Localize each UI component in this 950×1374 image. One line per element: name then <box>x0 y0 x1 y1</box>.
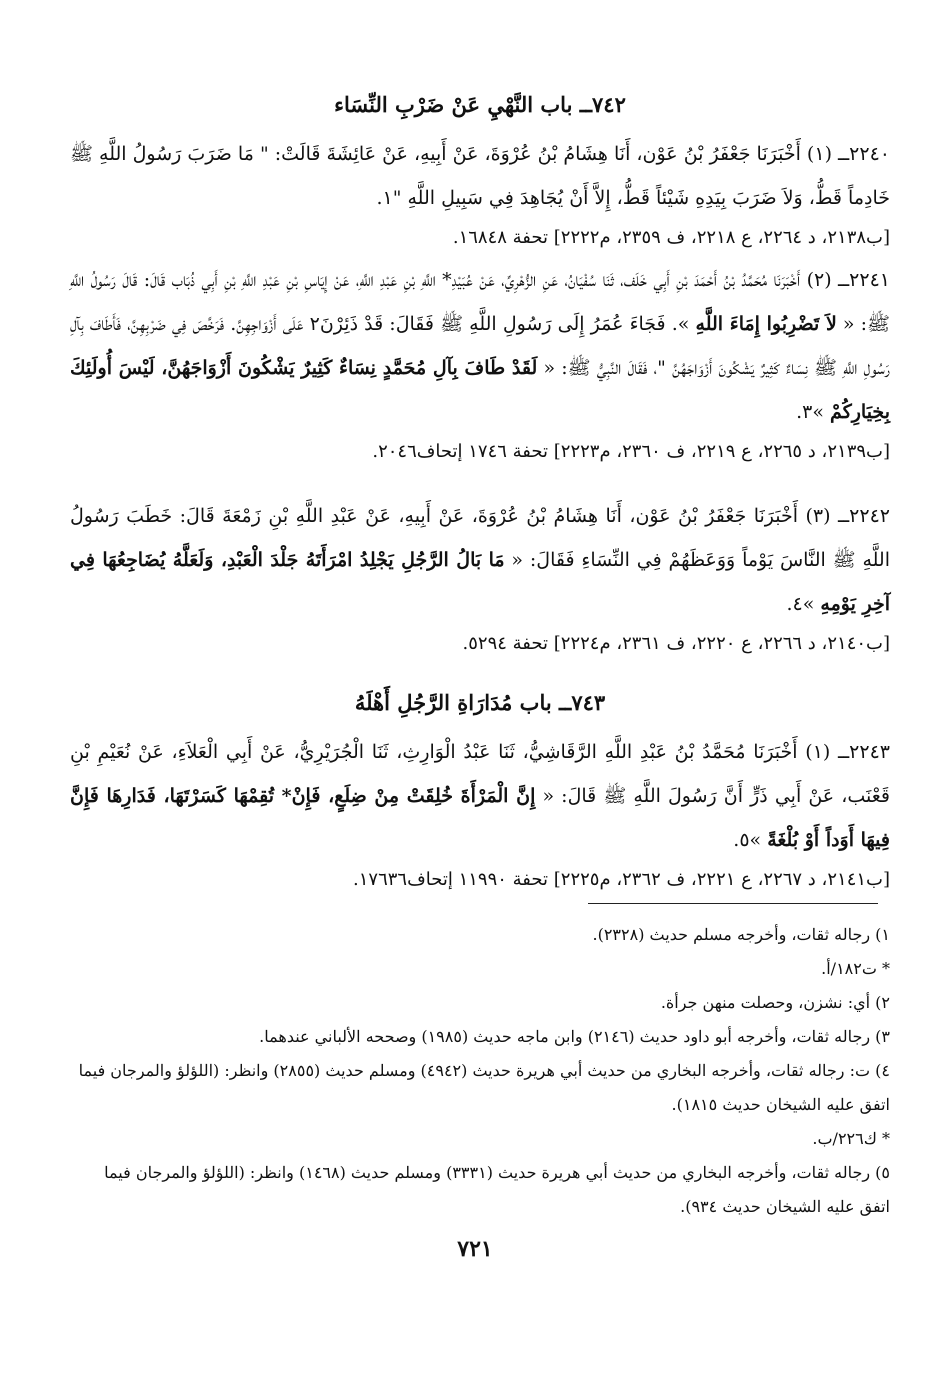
hadith-2243-matn: إِنَّ الْمَرْأَةَ خُلِقَتْ مِنْ ضِلَعٍ، فَإِنْ* تُقِمْهَا كَسَرْتَهَا، فَدَارِهَا فَإِنَّ فِيهَا أَوَداً أَوْ بُلْغَةً <box>70 785 890 851</box>
chapter-743-title: ٧٤٣ــ باب مُدَارَاةِ الرَّجُلِ أَهْلَهُ <box>354 690 606 715</box>
hadith-2240-reference: [ب٢١٣٨، د ٢٢٦٤، ع ٢٢١٨، ف ٢٣٥٩، م٢٢٢٢] تحفة ١٦٨٤٨. <box>452 227 890 248</box>
footnotes <box>70 918 890 1224</box>
hadith-2240 <box>70 132 890 256</box>
footnote-2: ٢) أي: نشزن، وحصلت منهن جرأة. <box>660 993 890 1012</box>
chapter-742-title: ٧٤٢ــ باب النَّهْيِ عَنْ ضَرْبِ النِّسَاء <box>334 92 626 117</box>
hadith-2243 <box>70 730 890 898</box>
hadith-2241-reference: [ب٢١٣٩، د ٢٢٦٥، ع ٢٢١٩، ف ٢٣٦٠، م٢٢٢٣] تحفة ١٧٤٦ إتحاف٢٠٤٦. <box>372 441 890 462</box>
hadith-2243-text-a: ٢٢٤٣ــ (١) أَخْبَرَنَا مُحَمَّدُ بْنُ عَبْدِ اللَّهِ الرَّقَاشِيُّ، ثَنَا عَبْدُ الْوَارِثِ، ثَنَا الْجُرَيْرِيُّ، عَنْ أَبِي الْعَلاَءِ، عَنْ نُعَيْمِ بْنِ قَعْنَب، عَنْ أَبِي ذَرٍّ أَنَّ رَسُولَ اللَّهِ ﷺ قَالَ: « <box>70 741 890 807</box>
hadith-2240-text: ٢٢٤٠ــ (١) أَخْبَرَنَا جَعْفَرُ بْنُ عَوْن، أَنَا هِشَامُ بْنُ عُرْوَةَ، عَنْ أَبِيهِ، عَنْ عَائِشَةَ قَالَتْ: " مَا ضَرَبَ رَسُولُ اللَّهِ ﷺ خَادِماً قَطُّ، وَلاَ ضَرَبَ بِيَدِهِ شَيْئاً قَطُّ، إِلاَّ أَنْ يُجَاهِدَ فِي سَبِيلِ اللَّهِ "١. <box>70 143 890 209</box>
hadith-2243-text-b: »٥. <box>733 829 762 851</box>
hadith-2241-text-a: ٢٢٤١ــ (٢) أَخْبَرَنَا مُحَمَّدُ بْنُ أَحْمَدَ بْنِ أَبِي خَلَف، ثَنَا سُفْيَانُ، عَنِ الزُّهْرِيِّ، عَنْ عُبَيْدِ* اللَّهِ بْنِ عَبْدِ اللَّهِ، عَنْ إِيَاسِ بْنِ عَبْدِ اللَّهِ بْنِ أَبِي ذُبَاب قَالَ: قَالَ رَسُولُ اللَّهِ ﷺ: « <box>70 269 890 335</box>
footnote-separator <box>588 903 878 904</box>
hadith-2242 <box>70 494 890 662</box>
hadith-2242-text <box>70 494 890 626</box>
hadith-2242-text-b: »٤. <box>786 593 815 615</box>
hadith-2241-text-b: ». فَجَاءَ عُمَرُ إِلَى رَسُولِ اللَّهِ ﷺ فَقَالَ: قَدْ ذَئِرْنَ٢ عَلَى أَزْوَاجِهِنَّ. فَرَخَّصَ فِي ضَرْبِهِنَّ، فَأَطَافَ بِآلِ رَسُولِ اللَّهِ ﷺ نِسَاءٌ كَثِيرٌ يَشْكُونَ أَزْوَاجَهُنَّ "، فَقَالَ النَّبِيُّ ﷺ: « <box>70 313 890 379</box>
footnote-marker-t182: * ت١٨٢/أ. <box>821 959 890 978</box>
hadith-2243-reference: [ب٢١٤١، د ٢٢٦٧، ع ٢٢٢١، ف ٢٣٦٢، م٢٢٢٥] تحفة ١١٩٩٠ إتحاف١٧٦٣٦. <box>353 869 890 890</box>
footnote-3: ٣) رجاله ثقات، وأخرجه أبو داود حديث (٢١٤٦) وابن ماجه حديث (١٩٨٥) وصححه الألباني عندهما. <box>259 1027 890 1046</box>
hadith-2242-reference: [ب٢١٤٠، د ٢٢٦٦، ع ٢٢٢٠، ف ٢٣٦١، م٢٢٢٤] تحفة ٥٢٩٤. <box>462 633 890 654</box>
hadith-2241-matn-b: لَقَدْ طَافَ بِآلِ مُحَمَّدٍ نِسَاءٌ كَثِيرٌ يَشْكُونَ أَزْوَاجَهُنَّ، لَيْسَ أُولَئِكَ بِخِيَارِكُمْ <box>70 357 890 423</box>
page-number: ٧٢١ <box>457 1236 493 1262</box>
footnote-1: ١) رجاله ثقات، وأخرجه مسلم حديث (٢٣٢٨). <box>592 925 890 944</box>
hadith-2241-text <box>70 258 890 434</box>
hadith-2242-text-a: ٢٢٤٢ــ (٣) أَخْبَرَنَا جَعْفَرُ بْنُ عَوْن، أَنَا هِشَامُ بْنُ عُرْوَةَ، عَنْ أَبِيهِ، عَنْ عَبْدِ اللَّهِ بْنِ زَمْعَةَ قَالَ: خَطَبَ رَسُولُ اللَّهِ ﷺ النَّاسَ يَوْماً وَوَعَظَهُمْ فِي النِّسَاءِ فَقَالَ: « <box>70 505 890 571</box>
footnote-5: ٥) رجاله ثقات، وأخرجه البخاري من حديث أبي هريرة حديث (٣٣٣١) ومسلم حديث (١٤٦٨) وانظر: (اللؤلؤ والمرجان فيما اتفق عليه الشيخان حديث ٩٣٤). <box>104 1163 890 1216</box>
hadith-2241-matn-a: لاَ تَضْرِبُوا إِمَاءَ اللَّهِ <box>695 313 837 335</box>
hadith-2241-text-c: »٣. <box>796 401 824 423</box>
footnote-4: ٤) ت: رجاله ثقات، وأخرجه البخاري من حديث أبي هريرة حديث (٤٩٤٢) ومسلم حديث (٢٨٥٥) وانظر: (اللؤلؤ والمرجان فيما اتفق عليه الشيخان حديث ١٨١٥). <box>78 1061 890 1114</box>
hadith-2242-matn: مَا بَالُ الرَّجُلِ يَجْلِدُ امْرَأَتَهُ جَلْدَ الْعَبْدِ، وَلَعَلَّهُ يُضَاجِعُهَا فِي آخِرِ يَوْمِهِ <box>70 549 890 615</box>
footnote-marker-k226: * ك٢٢٦/ب. <box>812 1129 890 1148</box>
hadith-2241 <box>70 258 890 470</box>
hadith-2243-text <box>70 730 890 862</box>
